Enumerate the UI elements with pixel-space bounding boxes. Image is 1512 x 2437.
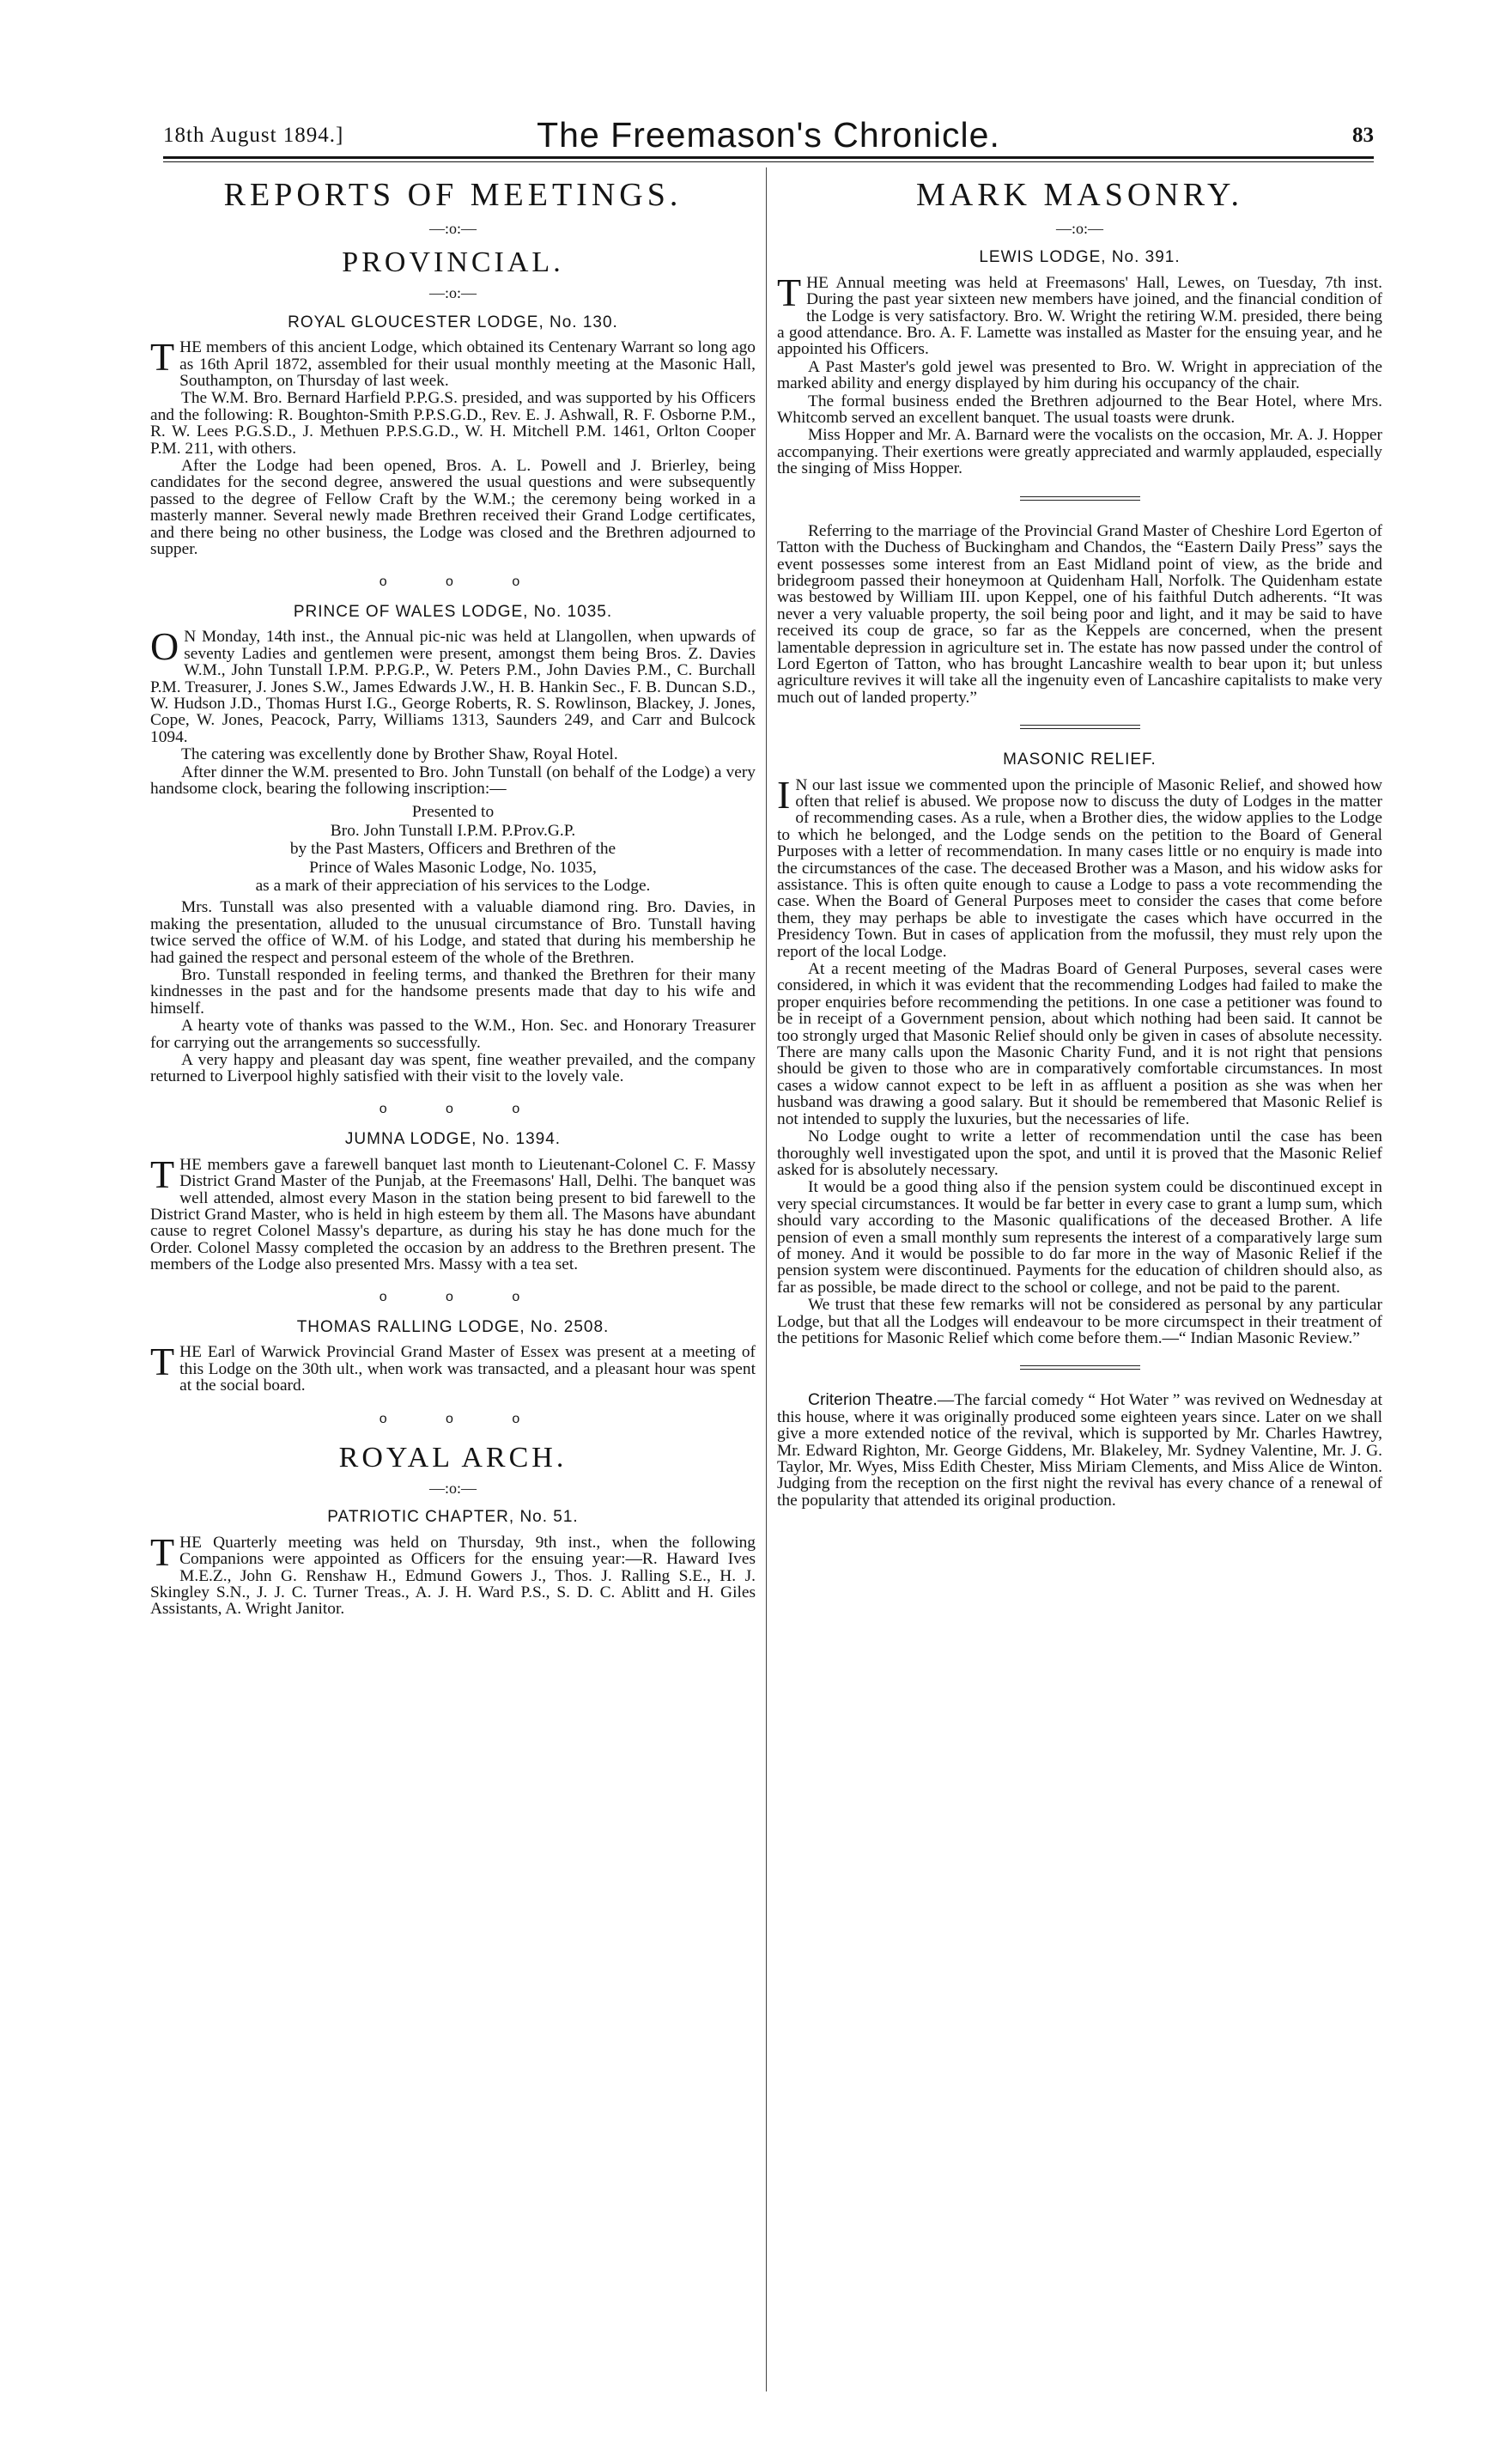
drop-cap: O (150, 624, 179, 669)
article-criterion-theatre (777, 1392, 1382, 1509)
column-divider (766, 167, 767, 2391)
article-paragraph: The formal business ended the Brethren adjourned to the Bear Hotel, where Mrs. Whitcomb served an excellent banquet. The usual toasts were drunk. (777, 392, 1382, 428)
article-paragraph: Criterion Theatre.—The farcial comedy “ Hot Water ” was revived on Wednesday at this house, where it was originally produced some eighteen years since. Later on we shall give a more extended notice of the revival, which is supported by Mr. Charles Hawtrey, Mr. Edward Righton, Mr. George Giddens, Mr. Blakeley, Mr. Sydney Valentine, Mr. J. G. Taylor, Mr. Wyes, Miss Edith Chester, Miss Miriam Clements, and Miss Alice de Winton. Judging from the reception on the first night the revival has every chance of a renewal of the popularity that attended its original production. (777, 1390, 1383, 1510)
section-ornament: o o o (379, 1289, 548, 1304)
separator: —:o:— (1055, 220, 1103, 237)
article-paragraph: O N Monday, 14th inst., the Annual pic-nic was held at Llangollen, when upwards of seventy Ladies and gentlemen were present, amongst them being Bros. Z. Davies W.M., John Tunstall I.P.M. P.P.G.P., W. Peters P.M., John Davies P.M., C. Burchall P.M. Treasurer, J. Jones S.W., James Edwards J.W., H. B. Hankin Sec., F. B. Duncan S.D., W. Hudson J.D., Thomas Hurst I.G., George Roberts, R. S. Rowlinson, Blackey, J. Jones, Cope, W. Jones, Peacock, Parry, Williams 1313, Saunders 249, and Carr and Bulcock 1094. (150, 624, 756, 746)
article-paragraph: Referring to the marriage of the Provincial Grand Master of Cheshire Lord Egerton of Tatton with the Duchess of Buckingham and Chandos, the “Eastern Daily Press” says the event possesses some interest from an East Midland point of view, as the bride and bridegroom passed their honeymoon at Quidenham Hall, Norfolk. The Quidenham estate was bestowed by William III. upon Keppel, one of his faithful Dutch adherents. “It was never a very valuable property, the soil being poor and light, and it may be said to have received its coup de grace, so far as the Keppels are concerned, when the present lamentable depression in agriculture set in. The estate has now passed under the control of Lord Egerton of Tatton, who has brought Lancashire wealth to bear upon it; but unless agriculture revives it will take all the ingenuity even of Lancashire capitalists to make very much out of landed property.” (777, 521, 1382, 707)
left-column (150, 176, 756, 1619)
issue-date: 18th August 1894.] (163, 124, 344, 147)
inscription-line: Prince of Wales Masonic Lodge, No. 1035, (309, 858, 597, 877)
clock-inscription (150, 804, 756, 894)
article-egerton (777, 523, 1382, 706)
section-rule (1020, 1365, 1140, 1370)
article-royal-gloucester (150, 314, 756, 558)
article-paragraph: Mrs. Tunstall was also presented with a valuable diamond ring. Bro. Davies, in making the presentation, alluded to the unusual circumstance of Bro. Tunstall having twice served the office of W.M. of his Lodge, and stated that during his membership he had gained the respect and personal esteem of the whole of the Brethren. (150, 898, 756, 967)
article-title: THOMAS RALLING LODGE, No. 2508. (296, 1317, 610, 1336)
article-paragraph: It would be a good thing also if the pension system could be discontinued except in very special circumstances. It would be far better in every case to grant a lump sum, which should vary according to the Masonic qualifications of the deceased Brother. A life pension of even a small monthly sum represents the interest of a comparatively large sum of money. And it would be possible to do far more in the way of Masonic Relief if the pension system were discontinued. Payments for the education of children should also, as far as possible, be made direct to the school or college, and not be paid to the parent. (777, 1178, 1382, 1297)
article-prince-of-wales (150, 604, 756, 1085)
article-patriotic (150, 1509, 756, 1617)
page-number: 83 (1352, 124, 1374, 147)
article-paragraph: THE members gave a farewell banquet last month to Lieutenant-Colonel C. F. Massy District Grand Master of the Punjab, at the Freemasons' Hall, Delhi. The banquet was well attended, almost every Mason in the station being present to bid farewell to the District Grand Master, who is held in high esteem by them all. The Masons have abundant cause to regret Colonel Massy's departure, as during his stay he has done much for the Order. Colonel Massy completed the occasion by an address to the Brethren present. The members of the Lodge also presented Mrs. Massy with a tea set. (150, 1152, 756, 1274)
section-ornament: o o o (379, 574, 548, 589)
article-paragraph: THE Quarterly meeting was held on Thursday, 9th inst., when the following Companions were appointed as Officers for the ensuing year:—R. Haward Ives M.E.Z., John G. Renshaw H., Edmund Gowers J., Thos. J. Ralling S.E., H. J. Skingley S.N., J. J. C. Turner Treas., A. J. H. Ward P.S., S. D. C. Ablitt and H. Giles Assistants, A. Wright Janitor. (150, 1529, 756, 1619)
section-heading-provincial: PROVINCIAL. (342, 246, 564, 279)
article-paragraph: After the Lodge had been opened, Bros. A. L. Powell and J. Brierley, being candidates for the second degree, answered the usual questions and were subsequently passed to the degree of Fellow Craft by the W.M.; the ceremony being worked in a masterly manner. Several newly made Brethren received their Grand Lodge certificates, and there being no other business, the Lodge was closed and the Brethren adjourned to supper. (150, 457, 756, 559)
article-paragraph: No Lodge ought to write a letter of recommendation until the case has been thoroughly well investigated upon the spot, and until it is proved that the Masonic Relief asked for is absolutely necessary. (777, 1127, 1382, 1179)
article-jumna (150, 1131, 756, 1273)
article-title: LEWIS LODGE, No. 391. (979, 248, 1181, 267)
article-paragraph: At a recent meeting of the Madras Board of General Purposes, several cases were considered, in which it was evident that the recommending Lodges had failed to make the proper enquiries before recommending the petitions. In one case a petitioner was found to be in receipt of a Government pension, about which nothing had been said. It cannot be too strongly urged that Masonic Relief should only be given in cases of absolute necessity. There are many calls upon the Masonic Charity Fund, and it is not right that pensions should be given to those who are in comparatively comfortable circumstances. In most cases a widow cannot expect to be left in as affluent a position as she was when her husband was drawing a good salary. But it should be remembered that Masonic Relief is not intended to supply the luxuries, but the necessaries of life. (777, 960, 1382, 1128)
section-ornament: o o o (379, 1411, 548, 1426)
section-heading-royal-arch: ROYAL ARCH. (338, 1441, 568, 1474)
article-paragraph: I N our last issue we commented upon the principle of Masonic Relief, and showed how often that relief is abused. We propose now to discuss the duty of Lodges in the matter of recommending cases. As a rule, when a Brother dies, the widow applies to the Lodge to which he belonged, and the Lodge sends on the petition to the Board of General Purposes with a letter of recommendation. In many cases little or no enquiry is made into the circumstances of the case. The deceased Brother was a Mason, and his widow asks for assistance. This is often quite enough to cause a Lodge to pass a vote recommending the case. When the Board of General Purposes meet to consider the cases that come before them, they may perhaps be able to investigate the cases which have occurred in the Presidency Town. But in cases of application from the mofussil, they must rely upon the report of the local Lodge. (777, 772, 1382, 961)
inscription-line: Presented to (411, 803, 495, 822)
section-rule (1020, 725, 1140, 729)
drop-cap: T (150, 335, 175, 380)
article-paragraph: Miss Hopper and Mr. A. Barnard were the vocalists on the occasion, Mr. A. J. Hopper accompanying. Their exertions were greatly appreciated and warmly applauded, especially the singing of Miss Hopper. (777, 426, 1382, 478)
drop-cap: T (150, 1340, 175, 1384)
section-ornament: o o o (379, 1101, 548, 1116)
article-paragraph: THE Earl of Warwick Provincial Grand Master of Essex was present at a meeting of this Lodge on the 30th ult., when work was transacted, and a pleasant hour was spent at the social board. (150, 1340, 756, 1395)
inscription-line: by the Past Masters, Officers and Brethren of the (289, 840, 616, 859)
section-rule (1020, 496, 1140, 501)
separator: —:o:— (428, 284, 477, 302)
article-paragraph: THE Annual meeting was held at Freemasons' Hall, Lewes, on Tuesday, 7th inst. During the past year sixteen new members have joined, and the financial condition of the Lodge is very satisfactory. Bro. W. Wright the retiring W.M. presided, there being a good attendance. Bro. A. F. Lamette was installed as Master for the ensuing year, and he appointed his Officers. (777, 270, 1382, 359)
masthead-rule-thin (163, 161, 1374, 162)
article-title: JUMNA LODGE, No. 1394. (344, 1130, 562, 1149)
article-title: PRINCE OF WALES LODGE, No. 1035. (293, 602, 613, 621)
section-heading-reports: REPORTS OF MEETINGS. (223, 177, 683, 213)
article-paragraph: After dinner the W.M. presented to Bro. John Tunstall (on behalf of the Lodge) a very handsome clock, bearing the following inscription:— (150, 763, 756, 798)
article-lewis (777, 249, 1382, 477)
inscription-line: as a mark of their appreciation of his services to the Lodge. (255, 877, 651, 895)
article-paragraph: The W.M. Bro. Bernard Harfield P.P.G.S. presided, and was supported by his Officers and the following: R. Boughton-Smith P.P.S.G.D., Rev. E. J. Ashwall, R. F. Osborne P.M., R. W. Lees P.G.S.D., J. Methuen P.P.S.G.D., W. H. Mitchell P.M. 1461, Orlton Cooper P.M. 211, with others. (150, 389, 756, 458)
drop-cap: T (150, 1152, 175, 1196)
right-column (777, 176, 1382, 1510)
article-thomas-ralling (150, 1319, 756, 1395)
article-paragraph: We trust that these few remarks will not be considered as personal by any particular Lodge, but that all the Lodges will endeavour to be more circumspect in their treatment of the petitions for Masonic Relief which come before them.—“ Indian Masonic Review.” (777, 1296, 1382, 1347)
masthead (163, 115, 1374, 155)
article-masonic-relief (777, 751, 1382, 1346)
separator: —:o:— (428, 1479, 477, 1497)
inscription-line: Bro. John Tunstall I.P.M. P.Prov.G.P. (330, 821, 576, 840)
article-paragraph: THE members of this ancient Lodge, which obtained its Centenary Warrant so long ago as 16th April 1872, assembled for their usual monthly meeting at the Masonic Hall, Southampton, on Thursday of last week. (150, 335, 756, 391)
publication-title: The Freemason's Chronicle. (537, 115, 1000, 155)
drop-cap: T (150, 1529, 175, 1574)
section-heading-mark-masonry: MARK MASONRY. (915, 177, 1244, 213)
masthead-rule (163, 156, 1374, 159)
drop-cap: I (777, 772, 791, 817)
article-paragraph: A very happy and pleasant day was spent, fine weather prevailed, and the company returned to Liverpool highly satisfied with their visit to the lovely vale. (150, 1051, 756, 1086)
run-in-heading: Criterion Theatre. (808, 1390, 938, 1410)
article-paragraph: The catering was excellently done by Brother Shaw, Royal Hotel. (181, 745, 618, 764)
separator: —:o:— (428, 220, 477, 237)
article-paragraph: A hearty vote of thanks was passed to the W.M., Hon. Sec. and Honorary Treasurer for carrying out the arrangements so successfully. (150, 1017, 756, 1052)
article-title: ROYAL GLOUCESTER LODGE, No. 130. (288, 313, 618, 331)
article-paragraph: Bro. Tunstall responded in feeling terms, and thanked the Brethren for their many kindnesses in the past and for the handsome presents made that day to his wife and himself. (150, 966, 756, 1018)
article-title: PATRIOTIC CHAPTER, No. 51. (327, 1508, 579, 1527)
drop-cap: T (777, 270, 802, 314)
article-paragraph: A Past Master's gold jewel was presented to Bro. W. Wright in appreciation of the marked ability and energy displayed by him during his occupancy of the chair. (777, 357, 1382, 393)
article-title: MASONIC RELIEF. (1003, 751, 1157, 769)
